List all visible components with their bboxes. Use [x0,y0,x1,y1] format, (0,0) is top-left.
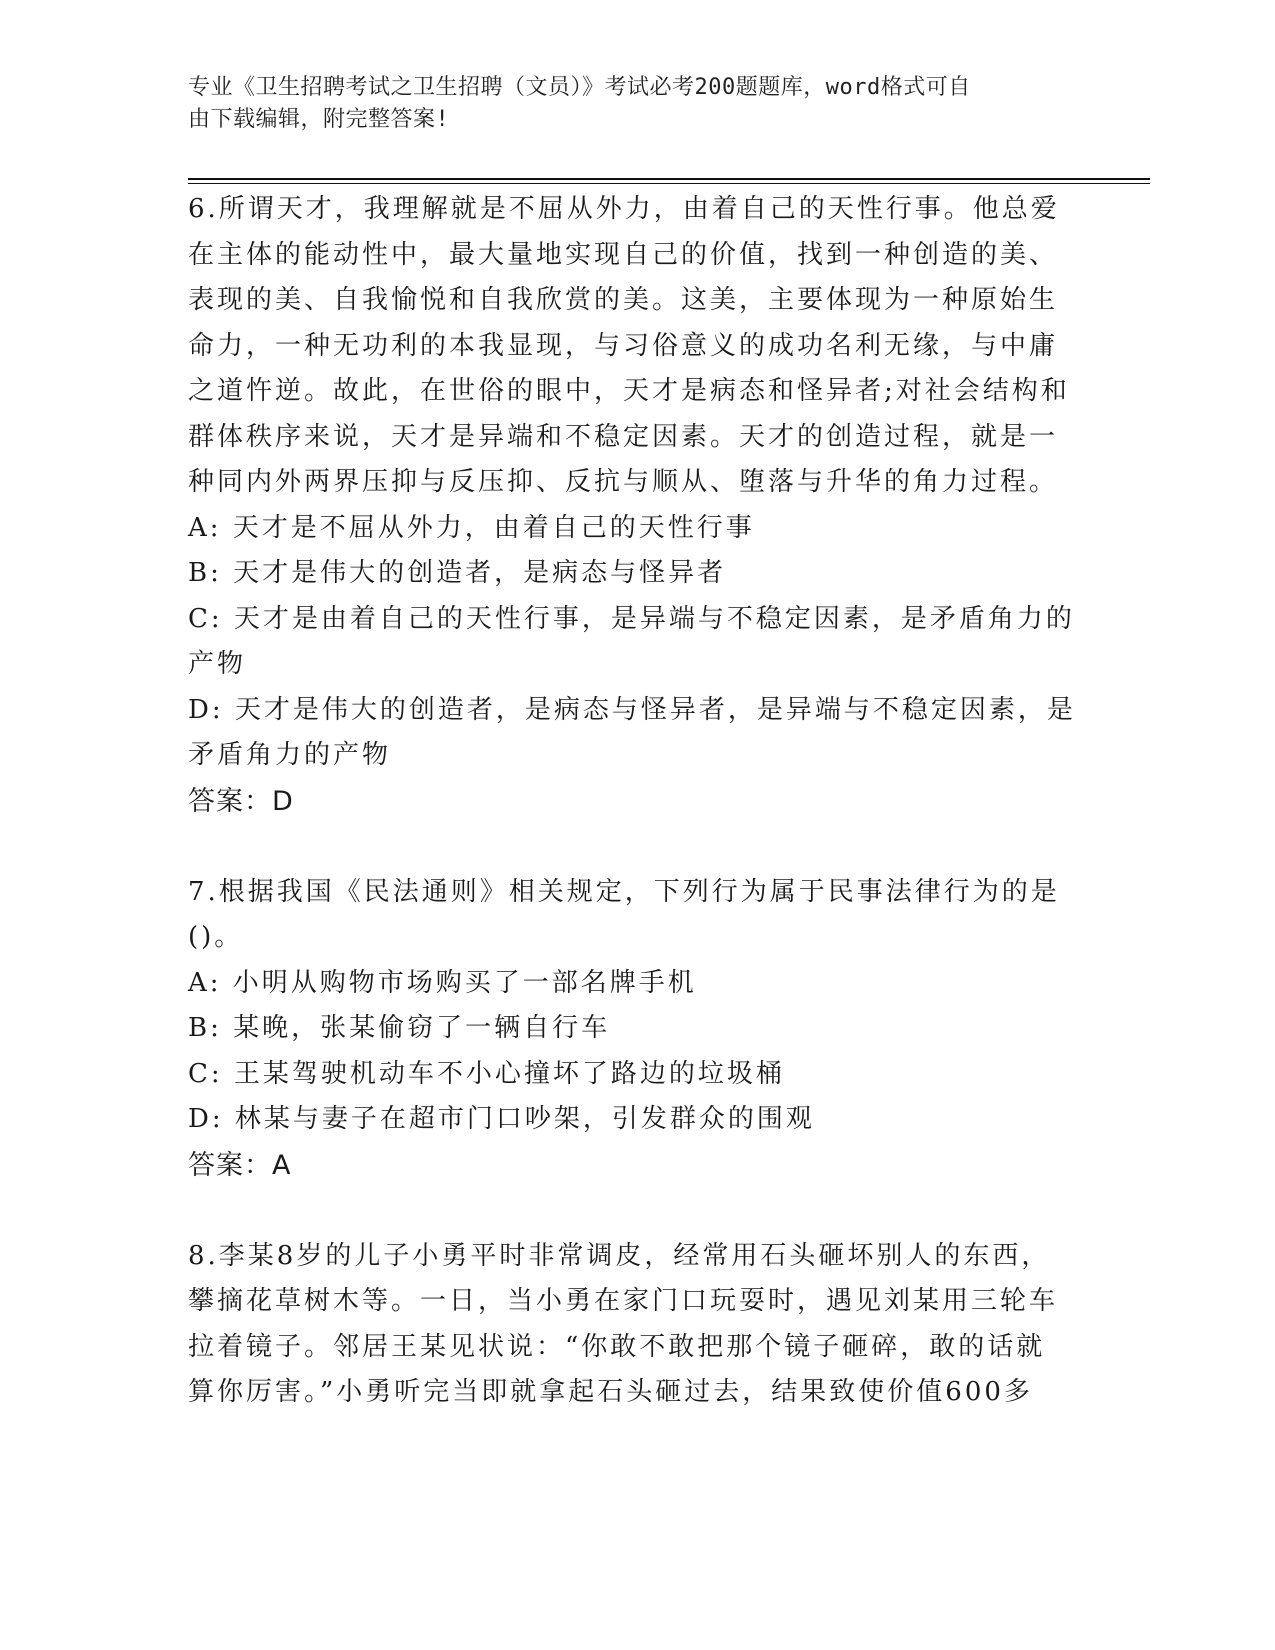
question-6-answer: 答案：D [188,785,294,817]
question-6-option-d-line: 矛盾角力的产物 [188,740,392,770]
spacer [188,824,1088,870]
question-6-stem-line: 之道忤逆。故此，在世俗的眼中，天才是病态和怪异者;对社会结构和 [188,376,1070,406]
header-divider-thin [188,183,1150,184]
question-6-option-d-line: D: 天才是伟大的创造者，是病态与怪异者，是异端与不稳定因素，是 [188,694,1076,725]
question-8-stem-line: 算你厉害。”小勇听完当即就拿起石头砸过去，结果致使价值600多 [188,1377,1033,1407]
question-8-stem-line: 8.李某8岁的儿子小勇平时非常调皮，经常用石头砸坏别人的东西， [188,1240,1051,1271]
question-7-option-d: D: 林某与妻子在超市门口吵架，引发群众的围观 [188,1104,815,1134]
question-7-answer: 答案：A [188,1149,292,1181]
header-title-line-1: 专业《卫生招聘考试之卫生招聘（文员）》考试必考200题题库，word格式可自 [188,75,971,100]
question-6-stem-line: 表现的美、自我愉悦和自我欣赏的美。这美，主要体现为一种原始生 [188,285,1059,315]
header-title-line-2: 由下载编辑，附完整答案! [188,107,450,132]
question-6-stem-line: 群体秩序来说，天才是异端和不稳定因素。天才的创造过程，就是一 [188,421,1059,452]
question-7-option-a: A: 小明从购物市场购买了一部名牌手机 [188,967,697,998]
question-6-option-c-line: C: 天才是由着自己的天性行事，是异端与不稳定因素，是矛盾角力的 [188,603,1075,634]
spacer [188,1188,1088,1234]
question-6-stem-line: 6.所谓天才，我理解就是不屈从外力，由着自己的天性行事。他总爱 [188,194,1060,224]
question-6-option-c-line: 产物 [188,649,247,679]
question-6-stem-line: 命力，一种无功利的本我显现，与习俗意义的成功名利无缘，与中庸 [188,330,1059,361]
question-6-stem-line: 种同内外两界压抑与反压抑、反抗与顺从、堕落与升华的角力过程。 [188,467,1059,497]
question-7-option-b: B: 某晚，张某偷窃了一辆自行车 [188,1013,611,1043]
question-7 [188,870,1088,1189]
question-7-stem-line: ()。 [188,922,244,952]
page-header [188,72,1068,136]
question-6-stem-line: 在主体的能动性中，最大量地实现自己的价值，找到一种创造的美、 [188,239,1059,270]
question-6-option-a: A: 天才是不屈从外力，由着自己的天性行事 [188,512,755,543]
question-6-option-b: B: 天才是伟大的创造者，是病态与怪异者 [188,558,727,588]
question-content [188,187,1088,1416]
question-8 [188,1234,1088,1416]
question-6 [188,187,1088,824]
question-7-option-c: C: 王某驾驶机动车不小心撞坏了路边的垃圾桶 [188,1058,785,1089]
header-divider-thick [188,178,1150,180]
question-7-stem-line: 7.根据我国《民法通则》相关规定，下列行为属于民事法律行为的是 [188,876,1060,907]
question-8-stem-line: 拉着镜子。邻居王某见状说：“你敢不敢把那个镜子砸碎，敢的话就 [188,1331,1046,1362]
question-8-stem-line: 攀摘花草树木等。一日，当小勇在家门口玩耍时，遇见刘某用三轮车 [188,1286,1059,1316]
